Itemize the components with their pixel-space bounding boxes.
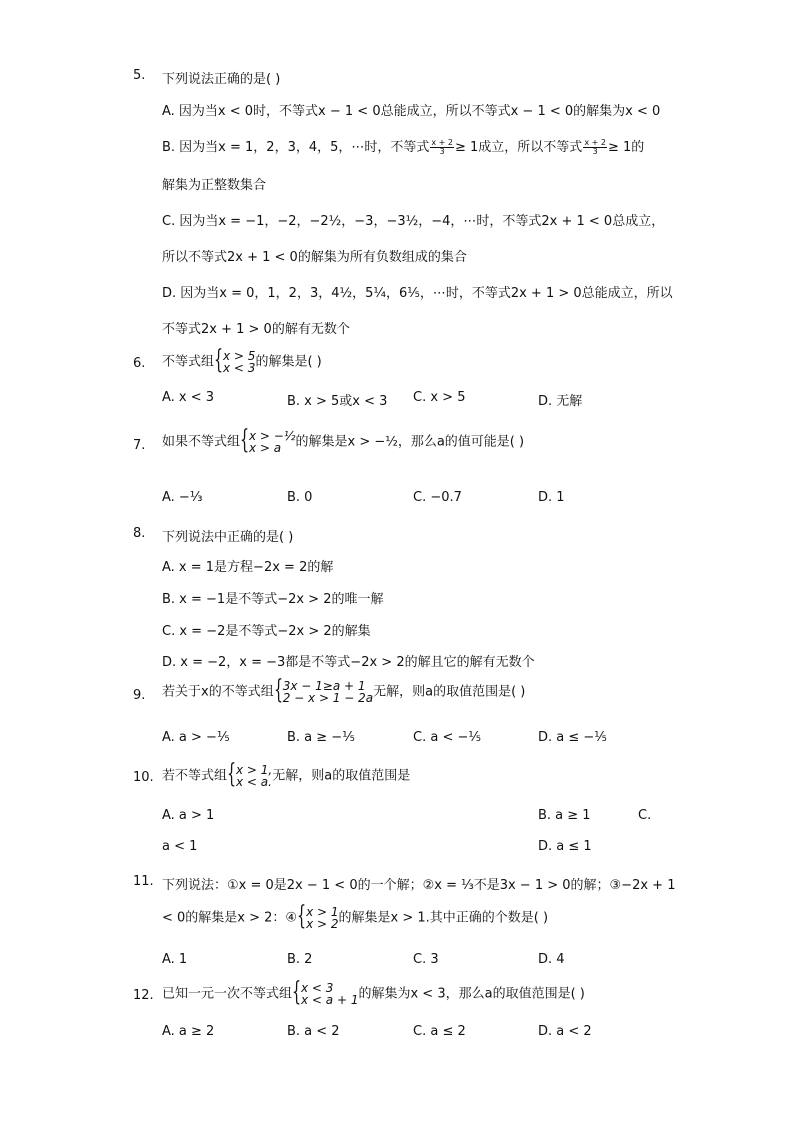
question-number: 5. bbox=[133, 68, 146, 83]
option-d: D. 4 bbox=[538, 952, 565, 967]
option-d: D. a < 2 bbox=[538, 1024, 592, 1039]
option-d: D. 1 bbox=[538, 490, 565, 505]
brace-icon: { bbox=[273, 675, 283, 705]
question-stem: 如果不等式组 { x > −½ x > a 的解集是x > −½，那么a的值可能是( ) bbox=[162, 425, 525, 455]
question-stem: 若关于x的不等式组 { 3x − 1≥a + 1 2 − x > 1 − 2a 无解，则a的取值范围是( ) bbox=[162, 675, 526, 705]
option-d: D. a ≤ −⅕ bbox=[538, 730, 607, 745]
brace-icon: { bbox=[227, 759, 237, 789]
option-c-line2: 所以不等式2x + 1 < 0的解集为所有负数组成的集合 bbox=[162, 250, 467, 265]
option-d-line1: D. 因为当x = 0，1，2，3，4½，5¼，6⅕，⋯时，不等式2x + 1 > 0总能成立，所以 bbox=[162, 286, 673, 301]
option-c: C. x = −2是不等式−2x > 2的解集 bbox=[162, 624, 371, 639]
option-c: C. −0.7 bbox=[413, 490, 462, 505]
option-a: A. a > −⅕ bbox=[162, 730, 230, 745]
option-b: B. a ≥ −⅕ bbox=[287, 730, 355, 745]
inequality-system: { x > 1 x > 2 bbox=[297, 901, 339, 931]
option-c: a < 1 bbox=[162, 839, 198, 854]
option-b: B. x > 5或x < 3 bbox=[287, 394, 388, 409]
option-d: D. 无解 bbox=[538, 394, 583, 409]
question-stem: 已知一元一次不等式组 { x < 3 x < a + 1 的解集为x < 3，那么a的取值范围是( ) bbox=[162, 977, 585, 1007]
question-stem-line2: < 0的解集是x > 2：④ { x > 1 x > 2 的解集是x > 1.其中正确的个数是( ) bbox=[162, 901, 549, 931]
option-d-line2: 不等式2x + 1 > 0的解有无数个 bbox=[162, 322, 350, 337]
option-b-line1 bbox=[162, 136, 644, 156]
brace-icon: { bbox=[214, 345, 224, 375]
inequality-system: { x > 5 x < 3 bbox=[214, 345, 256, 375]
option-c: C. a ≤ 2 bbox=[413, 1024, 466, 1039]
question-stem-line1: 下列说法：①x = 0是2x − 1 < 0的一个解；②x = ⅓不是3x − 1 > 0的解；③−2x + 1 bbox=[162, 878, 676, 893]
question-stem: 不等式组 { x > 5 x < 3 的解集是( ) bbox=[162, 345, 322, 375]
option-c: C. x > 5 bbox=[413, 390, 466, 405]
option-b-line2: 解集为正整数集合 bbox=[162, 178, 267, 193]
option-a: A. 因为当x < 0时，不等式x − 1 < 0总能成立，所以不等式x − 1 < 0的解集为x < 0 bbox=[162, 104, 661, 119]
option-b: B. 2 bbox=[287, 952, 313, 967]
option-c-line1: C. 因为当x = −1，−2，−2½，−3，−3½，−4，⋯时，不等式2x + 1 < 0总成立， bbox=[162, 214, 665, 229]
option-a: A. −⅓ bbox=[162, 490, 203, 505]
brace-icon: { bbox=[297, 901, 307, 931]
inequality-system: { 3x − 1≥a + 1 2 − x > 1 − 2a bbox=[273, 675, 374, 705]
question-stem: 若不等式组 { x > 1, x < a. 无解，则a的取值范围是 bbox=[162, 759, 411, 789]
question-stem: 下列说法中正确的是( ) bbox=[162, 530, 294, 545]
question-number: 12. bbox=[133, 988, 154, 1003]
question-stem: 下列说法正确的是( ) bbox=[162, 72, 281, 87]
brace-icon: { bbox=[240, 425, 250, 455]
option-a: A. a > 1 bbox=[162, 808, 215, 823]
option-a: A. x = 1是方程−2x = 2的解 bbox=[162, 560, 334, 575]
option-b: B. a ≥ 1 bbox=[538, 808, 591, 823]
option-c: C. a < −⅕ bbox=[413, 730, 481, 745]
inequality-system: { x < 3 x < a + 1 bbox=[292, 977, 359, 1007]
option-c-label: C. bbox=[638, 808, 652, 823]
option-a: A. a ≥ 2 bbox=[162, 1024, 215, 1039]
brace-icon: { bbox=[292, 977, 302, 1007]
option-b: B. x = −1是不等式−2x > 2的唯一解 bbox=[162, 592, 384, 607]
fraction: $\frac{x + 2}{3}$ bbox=[584, 138, 606, 156]
option-d: D. x = −2，x = −3都是不等式−2x > 2的解且它的解有无数个 bbox=[162, 655, 535, 670]
option-c: C. 3 bbox=[413, 952, 439, 967]
question-number: 9. bbox=[133, 688, 146, 703]
inequality-system: { x > 1, x < a. bbox=[227, 759, 273, 789]
question-number: 6. bbox=[133, 356, 146, 371]
option-b: B. a < 2 bbox=[287, 1024, 340, 1039]
option-a: A. x < 3 bbox=[162, 390, 215, 405]
option-a: A. 1 bbox=[162, 952, 188, 967]
question-number: 8. bbox=[133, 526, 146, 541]
question-number: 10. bbox=[133, 770, 154, 785]
option-b: B. 0 bbox=[287, 490, 313, 505]
option-b-text: ≥ 1的 bbox=[607, 140, 645, 155]
fraction: $\frac{x + 2}{3}$ bbox=[431, 138, 454, 156]
option-b-text: B. 因为当x = 1，2，3，4，5，⋯时，不等式 bbox=[162, 140, 430, 155]
option-d: D. a ≤ 1 bbox=[538, 839, 592, 854]
inequality-system: { x > −½ x > a bbox=[240, 425, 296, 455]
question-number: 7. bbox=[133, 438, 146, 453]
question-number: 11. bbox=[133, 874, 154, 889]
option-b-text: ≥ 1成立，所以不等式 bbox=[455, 140, 583, 155]
